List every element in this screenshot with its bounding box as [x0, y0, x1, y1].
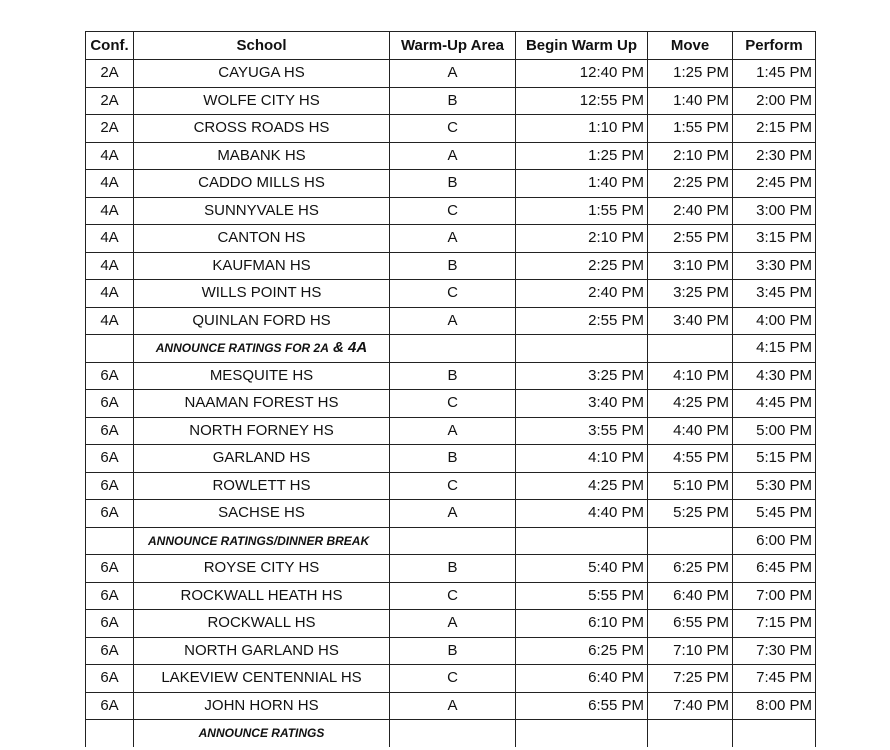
begin-warm-up-cell: 2:40 PM [516, 280, 648, 308]
table-row [86, 197, 816, 225]
begin-warm-up-cell: 1:55 PM [516, 197, 648, 225]
table-row [86, 142, 816, 170]
school-cell: CROSS ROADS HS [134, 115, 390, 143]
conf-cell: 6A [86, 445, 134, 473]
perform-cell: 7:45 PM [733, 665, 816, 693]
conf-cell [86, 527, 134, 555]
warm-up-area-cell: A [390, 142, 516, 170]
warm-up-area-cell: B [390, 637, 516, 665]
school-cell: CANTON HS [134, 225, 390, 253]
perform-cell: 7:00 PM [733, 582, 816, 610]
move-cell [648, 527, 733, 555]
conf-cell: 4A [86, 225, 134, 253]
school-cell: MESQUITE HS [134, 362, 390, 390]
warm-up-area-cell: A [390, 692, 516, 720]
move-cell: 2:25 PM [648, 170, 733, 198]
perform-cell: 5:30 PM [733, 472, 816, 500]
begin-warm-up-cell: 6:40 PM [516, 665, 648, 693]
table-row [86, 500, 816, 528]
move-cell [648, 720, 733, 747]
table-row [86, 252, 816, 280]
perform-cell: 2:45 PM [733, 170, 816, 198]
conf-cell: 4A [86, 197, 134, 225]
schedule-table [85, 31, 816, 747]
begin-warm-up-cell: 1:25 PM [516, 142, 648, 170]
begin-warm-up-cell: 2:10 PM [516, 225, 648, 253]
perform-cell: 4:15 PM [733, 335, 816, 363]
conf-cell: 4A [86, 280, 134, 308]
perform-cell: 8:00 PM [733, 692, 816, 720]
conf-cell: 6A [86, 610, 134, 638]
move-cell: 6:40 PM [648, 582, 733, 610]
perform-cell: 5:15 PM [733, 445, 816, 473]
perform-cell: 7:30 PM [733, 637, 816, 665]
move-cell: 7:10 PM [648, 637, 733, 665]
begin-warm-up-cell: 12:40 PM [516, 60, 648, 88]
header-begin-warm-up: Begin Warm Up [516, 32, 648, 60]
conf-cell: 6A [86, 390, 134, 418]
warm-up-area-cell: C [390, 197, 516, 225]
school-cell: WILLS POINT HS [134, 280, 390, 308]
header-conf: Conf. [86, 32, 134, 60]
school-cell: ROCKWALL HS [134, 610, 390, 638]
table-row [86, 390, 816, 418]
move-cell: 2:10 PM [648, 142, 733, 170]
school-cell: CAYUGA HS [134, 60, 390, 88]
begin-warm-up-cell: 3:40 PM [516, 390, 648, 418]
announcement-label-tail: & 4A [328, 339, 368, 357]
table-row [86, 362, 816, 390]
school-cell: CADDO MILLS HS [134, 170, 390, 198]
warm-up-area-cell: B [390, 252, 516, 280]
conf-cell [86, 335, 134, 363]
begin-warm-up-cell: 3:55 PM [516, 417, 648, 445]
header-row [86, 32, 816, 60]
announcement-label: ANNOUNCE RATINGS/DINNER BREAK [148, 533, 370, 548]
warm-up-area-cell [390, 335, 516, 363]
move-cell: 2:55 PM [648, 225, 733, 253]
announcement-text [134, 527, 390, 555]
perform-cell: 2:15 PM [733, 115, 816, 143]
perform-cell: 3:45 PM [733, 280, 816, 308]
warm-up-area-cell: B [390, 445, 516, 473]
warm-up-area-cell: C [390, 115, 516, 143]
table-row [86, 555, 816, 583]
school-cell: QUINLAN FORD HS [134, 307, 390, 335]
conf-cell: 6A [86, 362, 134, 390]
table-row [86, 225, 816, 253]
begin-warm-up-cell: 6:55 PM [516, 692, 648, 720]
school-cell: ROYSE CITY HS [134, 555, 390, 583]
announcement-row [86, 335, 816, 363]
move-cell: 1:55 PM [648, 115, 733, 143]
conf-cell: 4A [86, 307, 134, 335]
perform-cell: 6:00 PM [733, 527, 816, 555]
warm-up-area-cell: A [390, 417, 516, 445]
perform-cell: 4:45 PM [733, 390, 816, 418]
move-cell: 3:10 PM [648, 252, 733, 280]
warm-up-area-cell: B [390, 87, 516, 115]
school-cell: SACHSE HS [134, 500, 390, 528]
conf-cell: 2A [86, 60, 134, 88]
warm-up-area-cell [390, 720, 516, 747]
warm-up-area-cell: A [390, 307, 516, 335]
school-cell: KAUFMAN HS [134, 252, 390, 280]
warm-up-area-cell: A [390, 500, 516, 528]
begin-warm-up-cell: 4:25 PM [516, 472, 648, 500]
table-row [86, 665, 816, 693]
announcement-text [134, 720, 390, 747]
move-cell: 4:10 PM [648, 362, 733, 390]
begin-warm-up-cell: 1:40 PM [516, 170, 648, 198]
table-row [86, 115, 816, 143]
move-cell: 5:10 PM [648, 472, 733, 500]
school-cell: LAKEVIEW CENTENNIAL HS [134, 665, 390, 693]
warm-up-area-cell: A [390, 225, 516, 253]
table-row [86, 87, 816, 115]
table-row [86, 417, 816, 445]
table-row [86, 692, 816, 720]
warm-up-area-cell: C [390, 280, 516, 308]
perform-cell [733, 720, 816, 747]
table-row [86, 60, 816, 88]
table-row [86, 170, 816, 198]
conf-cell: 2A [86, 87, 134, 115]
school-cell: ROCKWALL HEATH HS [134, 582, 390, 610]
school-cell: NORTH FORNEY HS [134, 417, 390, 445]
perform-cell: 1:45 PM [733, 60, 816, 88]
warm-up-area-cell: C [390, 665, 516, 693]
warm-up-area-cell: C [390, 582, 516, 610]
announcement-text [134, 335, 390, 363]
begin-warm-up-cell: 4:40 PM [516, 500, 648, 528]
begin-warm-up-cell [516, 335, 648, 363]
announcement-row [86, 527, 816, 555]
perform-cell: 3:00 PM [733, 197, 816, 225]
move-cell: 5:25 PM [648, 500, 733, 528]
conf-cell: 6A [86, 665, 134, 693]
conf-cell: 6A [86, 582, 134, 610]
header-school: School [134, 32, 390, 60]
move-cell: 3:25 PM [648, 280, 733, 308]
begin-warm-up-cell: 5:40 PM [516, 555, 648, 583]
conf-cell: 4A [86, 142, 134, 170]
begin-warm-up-cell: 2:25 PM [516, 252, 648, 280]
header-move: Move [648, 32, 733, 60]
table-row [86, 445, 816, 473]
conf-cell: 6A [86, 637, 134, 665]
school-cell: JOHN HORN HS [134, 692, 390, 720]
perform-cell: 4:30 PM [733, 362, 816, 390]
warm-up-area-cell: B [390, 362, 516, 390]
begin-warm-up-cell [516, 720, 648, 747]
begin-warm-up-cell: 3:25 PM [516, 362, 648, 390]
move-cell: 1:25 PM [648, 60, 733, 88]
move-cell: 3:40 PM [648, 307, 733, 335]
perform-cell: 3:30 PM [733, 252, 816, 280]
begin-warm-up-cell: 5:55 PM [516, 582, 648, 610]
conf-cell: 6A [86, 555, 134, 583]
school-cell: MABANK HS [134, 142, 390, 170]
move-cell: 6:55 PM [648, 610, 733, 638]
school-cell: NAAMAN FOREST HS [134, 390, 390, 418]
conf-cell: 6A [86, 500, 134, 528]
warm-up-area-cell: C [390, 472, 516, 500]
table-row [86, 610, 816, 638]
table-row [86, 472, 816, 500]
move-cell: 7:25 PM [648, 665, 733, 693]
perform-cell: 3:15 PM [733, 225, 816, 253]
perform-cell: 7:15 PM [733, 610, 816, 638]
begin-warm-up-cell: 6:25 PM [516, 637, 648, 665]
move-cell [648, 335, 733, 363]
school-cell: SUNNYVALE HS [134, 197, 390, 225]
begin-warm-up-cell: 4:10 PM [516, 445, 648, 473]
header-warm-up-area: Warm-Up Area [390, 32, 516, 60]
begin-warm-up-cell: 2:55 PM [516, 307, 648, 335]
begin-warm-up-cell: 12:55 PM [516, 87, 648, 115]
school-cell: NORTH GARLAND HS [134, 637, 390, 665]
conf-cell: 2A [86, 115, 134, 143]
perform-cell: 5:00 PM [733, 417, 816, 445]
move-cell: 1:40 PM [648, 87, 733, 115]
move-cell: 4:25 PM [648, 390, 733, 418]
header-perform: Perform [733, 32, 816, 60]
warm-up-area-cell: B [390, 555, 516, 583]
conf-cell [86, 720, 134, 747]
table-row [86, 280, 816, 308]
begin-warm-up-cell: 1:10 PM [516, 115, 648, 143]
school-cell: GARLAND HS [134, 445, 390, 473]
table-row [86, 582, 816, 610]
conf-cell: 6A [86, 417, 134, 445]
perform-cell: 5:45 PM [733, 500, 816, 528]
conf-cell: 6A [86, 692, 134, 720]
move-cell: 4:40 PM [648, 417, 733, 445]
conf-cell: 6A [86, 472, 134, 500]
conf-cell: 4A [86, 252, 134, 280]
warm-up-area-cell: B [390, 170, 516, 198]
perform-cell: 4:00 PM [733, 307, 816, 335]
warm-up-area-cell: C [390, 390, 516, 418]
warm-up-area-cell [390, 527, 516, 555]
begin-warm-up-cell: 6:10 PM [516, 610, 648, 638]
perform-cell: 2:00 PM [733, 87, 816, 115]
school-cell: ROWLETT HS [134, 472, 390, 500]
warm-up-area-cell: A [390, 610, 516, 638]
perform-cell: 2:30 PM [733, 142, 816, 170]
move-cell: 7:40 PM [648, 692, 733, 720]
begin-warm-up-cell [516, 527, 648, 555]
announcement-label: ANNOUNCE RATINGS FOR 2A [155, 341, 329, 356]
conf-cell: 4A [86, 170, 134, 198]
perform-cell: 6:45 PM [733, 555, 816, 583]
move-cell: 6:25 PM [648, 555, 733, 583]
move-cell: 4:55 PM [648, 445, 733, 473]
school-cell: WOLFE CITY HS [134, 87, 390, 115]
table-row [86, 307, 816, 335]
announcement-label: ANNOUNCE RATINGS [198, 726, 325, 741]
table-row [86, 637, 816, 665]
announcement-row [86, 720, 816, 747]
move-cell: 2:40 PM [648, 197, 733, 225]
warm-up-area-cell: A [390, 60, 516, 88]
